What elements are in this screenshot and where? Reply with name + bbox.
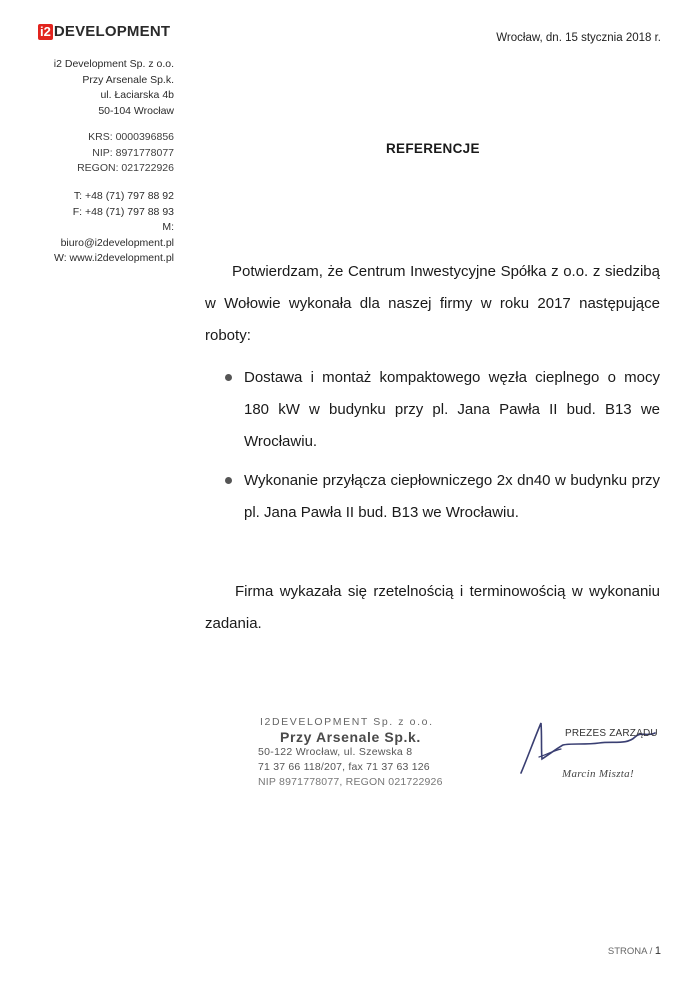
bullet-icon [225,477,232,484]
intro-paragraph: Potwierdzam, że Centrum Inwestycyjne Spółka z o.o. z siedzibą w Wołowie wykonała dla naszej firmy w roku 2017 następujące roboty: [205,263,660,344]
work-list [225,362,660,536]
company-logo [38,23,170,40]
registry-line: REGON: 021722926 [77,162,174,174]
date-line: Wrocław, dn. 15 stycznia 2018 r. [496,32,661,44]
page-value: 1 [654,945,661,957]
stamp-line: NIP 8971778077, REGON 021722926 [258,776,443,788]
closing-paragraph: Firma wykazała się rzetelnością i terminowością w wykonaniu zadania. [205,583,660,632]
document-title: REFERENCJE [386,141,480,156]
company-contact [4,189,174,267]
contact-line: T: +48 (71) 797 88 92 [73,190,174,202]
list-item [225,465,660,529]
website-link[interactable]: W: www.i2development.pl [53,252,174,264]
contact-line: F: +48 (71) 797 88 93 [72,205,174,218]
address-line: 50-104 Wrocław [98,104,174,117]
stamp-line: I2DEVELOPMENT Sp. z o.o. [260,716,434,728]
page-label: STRONA / [607,946,653,957]
bullet-icon [225,374,232,381]
registry-line: KRS: 0000396856 [88,131,174,143]
signatory-name-stamp: Marcin Miszta! [562,768,634,780]
logo-wordmark: DEVELOPMENT [53,23,171,40]
address-line: i2 Development Sp. z o.o. [53,58,174,70]
list-item-text: Wykonanie przyłącza ciepłowniczego 2x dn40 w budynku przy pl. Jana Pawła II bud. B13 we Wrocławiu. [244,472,660,521]
stamp-line: 50-122 Wrocław, ul. Szewska 8 [258,746,413,758]
company-stamp [250,715,450,790]
company-address [4,57,174,119]
stamp-line: Przy Arsenale Sp.k. [280,729,421,745]
signatory-role: PREZES ZARZĄDU [565,728,658,739]
page-number [608,945,661,957]
email-link[interactable]: biuro@i2development.pl [60,236,174,249]
list-item [225,362,660,458]
stamp-line: 71 37 66 118/207, fax 71 37 63 126 [258,761,430,773]
registry-line: NIP: 8971778077 [92,146,174,159]
address-line: Przy Arsenale Sp.k. [82,73,174,86]
list-item-text: Dostawa i montaż kompaktowego węzła cieplnego o mocy 180 kW w budynku przy pl. Jana Pawła II bud. B13 we Wrocławiu. [244,369,660,450]
address-line: ul. Łaciarska 4b [100,89,174,101]
logo-badge: i2 [40,23,51,39]
company-registry [4,130,174,177]
contact-line: M: [162,221,174,233]
